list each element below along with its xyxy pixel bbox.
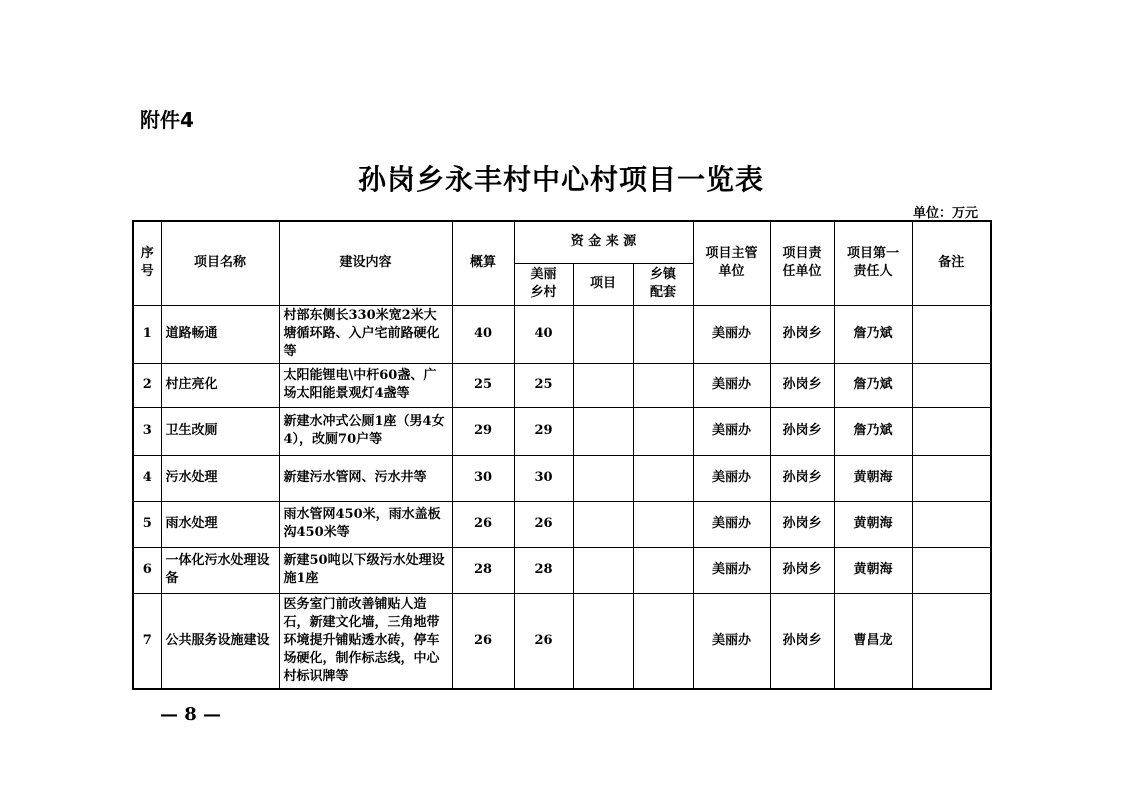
cell-remark xyxy=(912,547,991,593)
cell-meili: 25 xyxy=(514,363,573,407)
cell-remark xyxy=(912,455,991,501)
header-budget: 概算 xyxy=(452,221,514,305)
cell-remark xyxy=(912,593,991,689)
cell-person: 黄朝海 xyxy=(834,547,912,593)
cell-project xyxy=(573,363,633,407)
cell-dept: 美丽办 xyxy=(693,455,770,501)
cell-index: 2 xyxy=(133,363,161,407)
header-content: 建设内容 xyxy=(279,221,452,305)
cell-remark xyxy=(912,363,991,407)
cell-index: 7 xyxy=(133,593,161,689)
cell-meili: 30 xyxy=(514,455,573,501)
cell-budget: 26 xyxy=(452,593,514,689)
cell-name: 公共服务设施建设 xyxy=(161,593,279,689)
header-name: 项目名称 xyxy=(161,221,279,305)
cell-name: 雨水处理 xyxy=(161,501,279,547)
cell-meili: 26 xyxy=(514,501,573,547)
cell-project xyxy=(573,305,633,363)
cell-remark xyxy=(912,501,991,547)
cell-dept: 美丽办 xyxy=(693,547,770,593)
cell-dept: 美丽办 xyxy=(693,501,770,547)
cell-unit: 孙岗乡 xyxy=(770,547,834,593)
project-table xyxy=(132,220,992,690)
cell-person: 詹乃斌 xyxy=(834,363,912,407)
cell-unit: 孙岗乡 xyxy=(770,363,834,407)
cell-person: 黄朝海 xyxy=(834,455,912,501)
cell-project xyxy=(573,407,633,455)
cell-town xyxy=(633,501,693,547)
table-row xyxy=(133,407,991,455)
cell-project xyxy=(573,547,633,593)
cell-budget: 30 xyxy=(452,455,514,501)
cell-project xyxy=(573,501,633,547)
cell-name: 一体化污水处理设备 xyxy=(161,547,279,593)
cell-content: 新建50吨以下级污水处理设施1座 xyxy=(279,547,452,593)
cell-unit: 孙岗乡 xyxy=(770,305,834,363)
cell-person: 黄朝海 xyxy=(834,501,912,547)
cell-person: 曹昌龙 xyxy=(834,593,912,689)
cell-town xyxy=(633,547,693,593)
cell-content: 医务室门前改善铺贴人造石，新建文化墙，三角地带环境提升铺贴透水砖，停车场硬化，制作标志线，中心村标识牌等 xyxy=(279,593,452,689)
cell-dept: 美丽办 xyxy=(693,593,770,689)
cell-index: 3 xyxy=(133,407,161,455)
cell-index: 4 xyxy=(133,455,161,501)
header-index: 序号 xyxy=(133,221,161,305)
page-number: — 8 — xyxy=(160,704,222,725)
cell-dept: 美丽办 xyxy=(693,407,770,455)
cell-town xyxy=(633,593,693,689)
unit-label: 单位：万元 xyxy=(912,206,978,221)
cell-person: 詹乃斌 xyxy=(834,305,912,363)
attachment-label: 附件4 xyxy=(140,108,194,132)
table-row xyxy=(133,363,991,407)
cell-person: 詹乃斌 xyxy=(834,407,912,455)
cell-meili: 26 xyxy=(514,593,573,689)
cell-meili: 28 xyxy=(514,547,573,593)
cell-town xyxy=(633,363,693,407)
cell-budget: 28 xyxy=(452,547,514,593)
cell-remark xyxy=(912,305,991,363)
table-row xyxy=(133,593,991,689)
cell-name: 道路畅通 xyxy=(161,305,279,363)
cell-meili: 40 xyxy=(514,305,573,363)
cell-town xyxy=(633,455,693,501)
cell-index: 6 xyxy=(133,547,161,593)
cell-name: 卫生改厕 xyxy=(161,407,279,455)
header-resp-unit: 项目责任单位 xyxy=(770,221,834,305)
cell-index: 1 xyxy=(133,305,161,363)
cell-content: 新建污水管网、污水井等 xyxy=(279,455,452,501)
cell-dept: 美丽办 xyxy=(693,363,770,407)
cell-content: 村部东侧长330米宽2米大塘循环路、入户宅前路硬化等 xyxy=(279,305,452,363)
table-row xyxy=(133,501,991,547)
header-remark: 备注 xyxy=(912,221,991,305)
cell-content: 太阳能锂电\中杆60盏、广场太阳能景观灯4盏等 xyxy=(279,363,452,407)
header-funding: 资 金 来 源 xyxy=(514,221,693,263)
cell-budget: 40 xyxy=(452,305,514,363)
cell-dept: 美丽办 xyxy=(693,305,770,363)
cell-unit: 孙岗乡 xyxy=(770,407,834,455)
cell-content: 新建水冲式公厕1座（男4女4），改厕70户等 xyxy=(279,407,452,455)
cell-name: 污水处理 xyxy=(161,455,279,501)
cell-budget: 26 xyxy=(452,501,514,547)
header-funding-project: 项目 xyxy=(573,263,633,305)
cell-name: 村庄亮化 xyxy=(161,363,279,407)
cell-budget: 25 xyxy=(452,363,514,407)
header-resp-person: 项目第一责任人 xyxy=(834,221,912,305)
cell-town xyxy=(633,305,693,363)
cell-budget: 29 xyxy=(452,407,514,455)
cell-index: 5 xyxy=(133,501,161,547)
cell-unit: 孙岗乡 xyxy=(770,593,834,689)
cell-unit: 孙岗乡 xyxy=(770,455,834,501)
cell-project xyxy=(573,455,633,501)
header-dept: 项目主管单位 xyxy=(693,221,770,305)
cell-town xyxy=(633,407,693,455)
cell-unit: 孙岗乡 xyxy=(770,501,834,547)
header-funding-meili: 美丽乡村 xyxy=(514,263,573,305)
cell-project xyxy=(573,593,633,689)
table-row xyxy=(133,305,991,363)
page-title: 孙岗乡永丰村中心村项目一览表 xyxy=(357,163,764,196)
cell-content: 雨水管网450米，雨水盖板沟450米等 xyxy=(279,501,452,547)
header-funding-town: 乡镇配套 xyxy=(633,263,693,305)
cell-meili: 29 xyxy=(514,407,573,455)
cell-remark xyxy=(912,407,991,455)
table-row xyxy=(133,547,991,593)
table-row xyxy=(133,455,991,501)
